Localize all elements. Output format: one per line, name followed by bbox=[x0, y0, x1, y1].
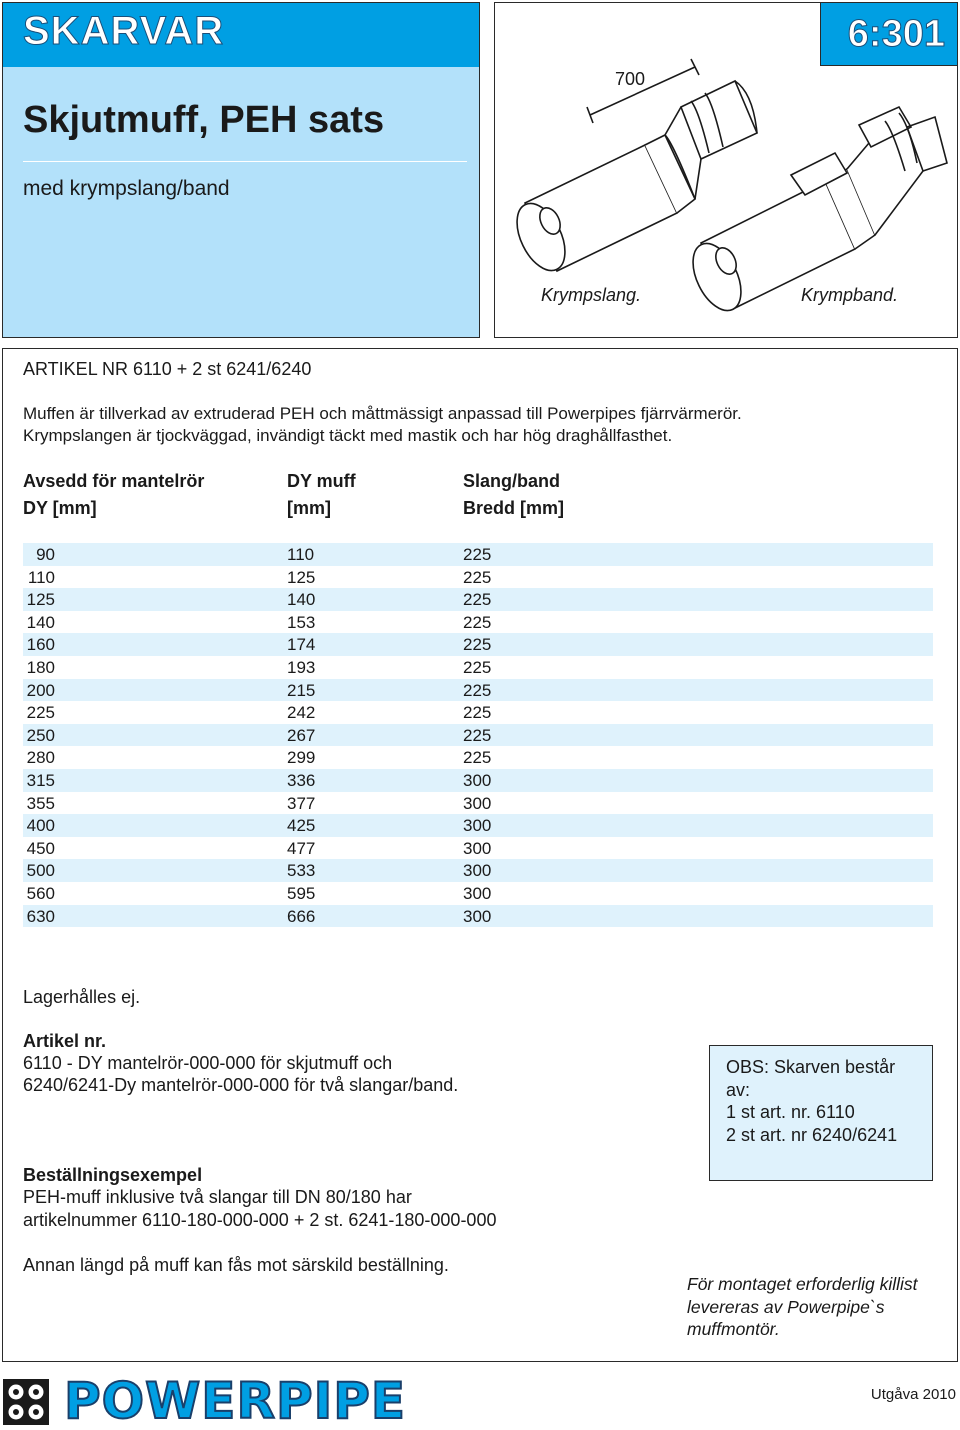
header-panel bbox=[2, 2, 480, 338]
cell-band: 225 bbox=[463, 703, 492, 723]
description-line: Krympslangen är tjockväggad, invändigt täckt med mastik och har hög draghållfasthet. bbox=[23, 426, 673, 445]
cell-dy: 355 bbox=[26, 793, 55, 813]
table-row bbox=[23, 656, 933, 679]
cell-muff: 125 bbox=[287, 567, 316, 587]
powerpipe-logo: POWERPIPE bbox=[64, 1372, 407, 1430]
cell-dy: 450 bbox=[26, 838, 55, 858]
dimension-table bbox=[23, 543, 933, 927]
cell-band: 300 bbox=[463, 838, 492, 858]
cell-muff: 110 bbox=[287, 545, 315, 564]
table-header-muff: DY muff bbox=[287, 471, 356, 491]
order-example-line: PEH-muff inklusive två slangar till DN 80/180 har bbox=[23, 1187, 412, 1207]
order-example-label: Beställningsexempel bbox=[23, 1165, 203, 1185]
obs-line: OBS: Skarven består bbox=[726, 1057, 896, 1077]
edition-label: Utgåva 2010 bbox=[870, 1386, 956, 1403]
table-row bbox=[23, 566, 933, 589]
table-row bbox=[23, 814, 933, 837]
table-header-band: Slang/band bbox=[463, 471, 561, 491]
obs-line: 1 st art. nr. 6110 bbox=[726, 1102, 855, 1122]
cell-muff: 267 bbox=[287, 725, 316, 745]
caption-krympband: Krympband. bbox=[801, 285, 899, 305]
cell-muff: 215 bbox=[287, 680, 316, 700]
cell-dy: 90 bbox=[36, 545, 55, 564]
obs-line: 2 st art. nr 6240/6241 bbox=[726, 1124, 898, 1145]
page-code-box bbox=[820, 2, 958, 66]
cell-dy: 630 bbox=[26, 906, 55, 926]
cell-band: 225 bbox=[463, 748, 492, 768]
cell-band: 300 bbox=[463, 861, 492, 881]
table-row bbox=[23, 792, 933, 815]
table-row bbox=[23, 611, 933, 634]
cell-band: 300 bbox=[463, 770, 492, 790]
page-title: Skjutmuff, PEH sats bbox=[23, 99, 385, 141]
table-row bbox=[23, 701, 933, 724]
cell-dy: 560 bbox=[26, 883, 55, 903]
description-line: Muffen är tillverkad av extruderad PEH och måttmässigt anpassad till Powerpipes fjärrvärmerör. bbox=[23, 404, 742, 423]
cell-band: 225 bbox=[463, 590, 492, 610]
cell-muff: 477 bbox=[287, 838, 316, 858]
cell-dy: 500 bbox=[26, 861, 55, 881]
cell-dy: 200 bbox=[26, 680, 55, 700]
caption-krympslang: Krympslang. bbox=[541, 285, 642, 305]
table-row bbox=[23, 588, 933, 611]
cell-band: 300 bbox=[463, 883, 492, 903]
category-title: SKARVAR bbox=[23, 9, 225, 53]
table-row bbox=[23, 746, 933, 769]
table-row bbox=[23, 543, 933, 566]
article-line: 6110 - DY mantelrör-000-000 för skjutmuff och bbox=[23, 1053, 393, 1073]
cell-dy: 140 bbox=[26, 612, 55, 632]
table-header-dy: Avsedd för mantelrör bbox=[23, 471, 205, 491]
cell-muff: 140 bbox=[287, 590, 316, 610]
description bbox=[23, 403, 923, 447]
cell-band: 300 bbox=[463, 906, 492, 926]
cell-muff: 153 bbox=[287, 612, 316, 632]
table-header-dy-unit: DY [mm] bbox=[23, 498, 97, 518]
cell-band: 225 bbox=[463, 567, 492, 587]
obs-line: av: bbox=[726, 1079, 751, 1100]
cell-band: 225 bbox=[463, 635, 492, 655]
table-row bbox=[23, 882, 933, 905]
table-row bbox=[23, 837, 933, 860]
cell-dy: 315 bbox=[26, 770, 55, 790]
page-subtitle: med krympslang/band bbox=[23, 177, 230, 200]
montage-line: muffmontör. bbox=[687, 1319, 780, 1339]
cell-band: 225 bbox=[463, 725, 492, 745]
cell-muff: 193 bbox=[287, 657, 316, 677]
content-panel bbox=[2, 348, 958, 1362]
category-bar bbox=[3, 3, 479, 67]
montage-line: För montaget erforderlig killist bbox=[687, 1274, 918, 1294]
article-heading: ARTIKEL NR 6110 + 2 st 6241/6240 bbox=[23, 359, 312, 379]
cell-muff: 425 bbox=[287, 816, 316, 836]
table-row bbox=[23, 859, 933, 882]
table-header-band-unit: Bredd [mm] bbox=[463, 498, 565, 518]
cell-muff: 299 bbox=[287, 748, 316, 768]
table-row bbox=[23, 724, 933, 747]
cell-band: 300 bbox=[463, 793, 492, 813]
obs-note bbox=[709, 1045, 933, 1181]
table-row bbox=[23, 633, 933, 656]
article-label: Artikel nr. bbox=[23, 1031, 107, 1051]
cell-muff: 533 bbox=[287, 861, 316, 881]
dimension-label: 700 bbox=[615, 69, 646, 89]
article-line: 6240/6241-Dy mantelrör-000-000 för två slangar/band. bbox=[23, 1075, 459, 1095]
table-row bbox=[23, 905, 933, 928]
table-row bbox=[23, 679, 933, 702]
cell-dy: 125 bbox=[26, 590, 55, 610]
cell-muff: 666 bbox=[287, 906, 316, 926]
cell-muff: 242 bbox=[287, 703, 316, 723]
cell-band: 225 bbox=[463, 545, 492, 564]
stock-note: Lagerhålles ej. bbox=[23, 987, 141, 1007]
cell-band: 300 bbox=[463, 816, 492, 836]
cell-muff: 336 bbox=[287, 770, 316, 790]
table-row bbox=[23, 769, 933, 792]
cell-band: 225 bbox=[463, 612, 492, 632]
cell-dy: 160 bbox=[26, 635, 55, 655]
pipe-bundle-icon bbox=[2, 1378, 50, 1426]
cell-band: 225 bbox=[463, 657, 492, 677]
order-example-line: artikelnummer 6110-180-000-000 + 2 st. 6241-180-000-000 bbox=[23, 1210, 497, 1230]
cell-dy: 400 bbox=[26, 816, 55, 836]
cell-dy: 225 bbox=[26, 703, 55, 723]
cell-dy: 110 bbox=[27, 567, 55, 587]
montage-note bbox=[687, 1273, 947, 1341]
cell-dy: 180 bbox=[26, 657, 55, 677]
page-code: 6:301 bbox=[847, 13, 945, 55]
cell-dy: 280 bbox=[26, 748, 55, 768]
cell-muff: 595 bbox=[287, 883, 316, 903]
other-length-note: Annan längd på muff kan fås mot särskild beställning. bbox=[23, 1255, 449, 1275]
cell-muff: 174 bbox=[287, 635, 316, 655]
cell-band: 225 bbox=[463, 680, 492, 700]
cell-dy: 250 bbox=[26, 725, 55, 745]
montage-line: levereras av Powerpipe`s bbox=[687, 1296, 885, 1317]
table-header-muff-unit: [mm] bbox=[287, 498, 331, 518]
cell-muff: 377 bbox=[287, 793, 316, 813]
title-divider bbox=[23, 161, 467, 162]
